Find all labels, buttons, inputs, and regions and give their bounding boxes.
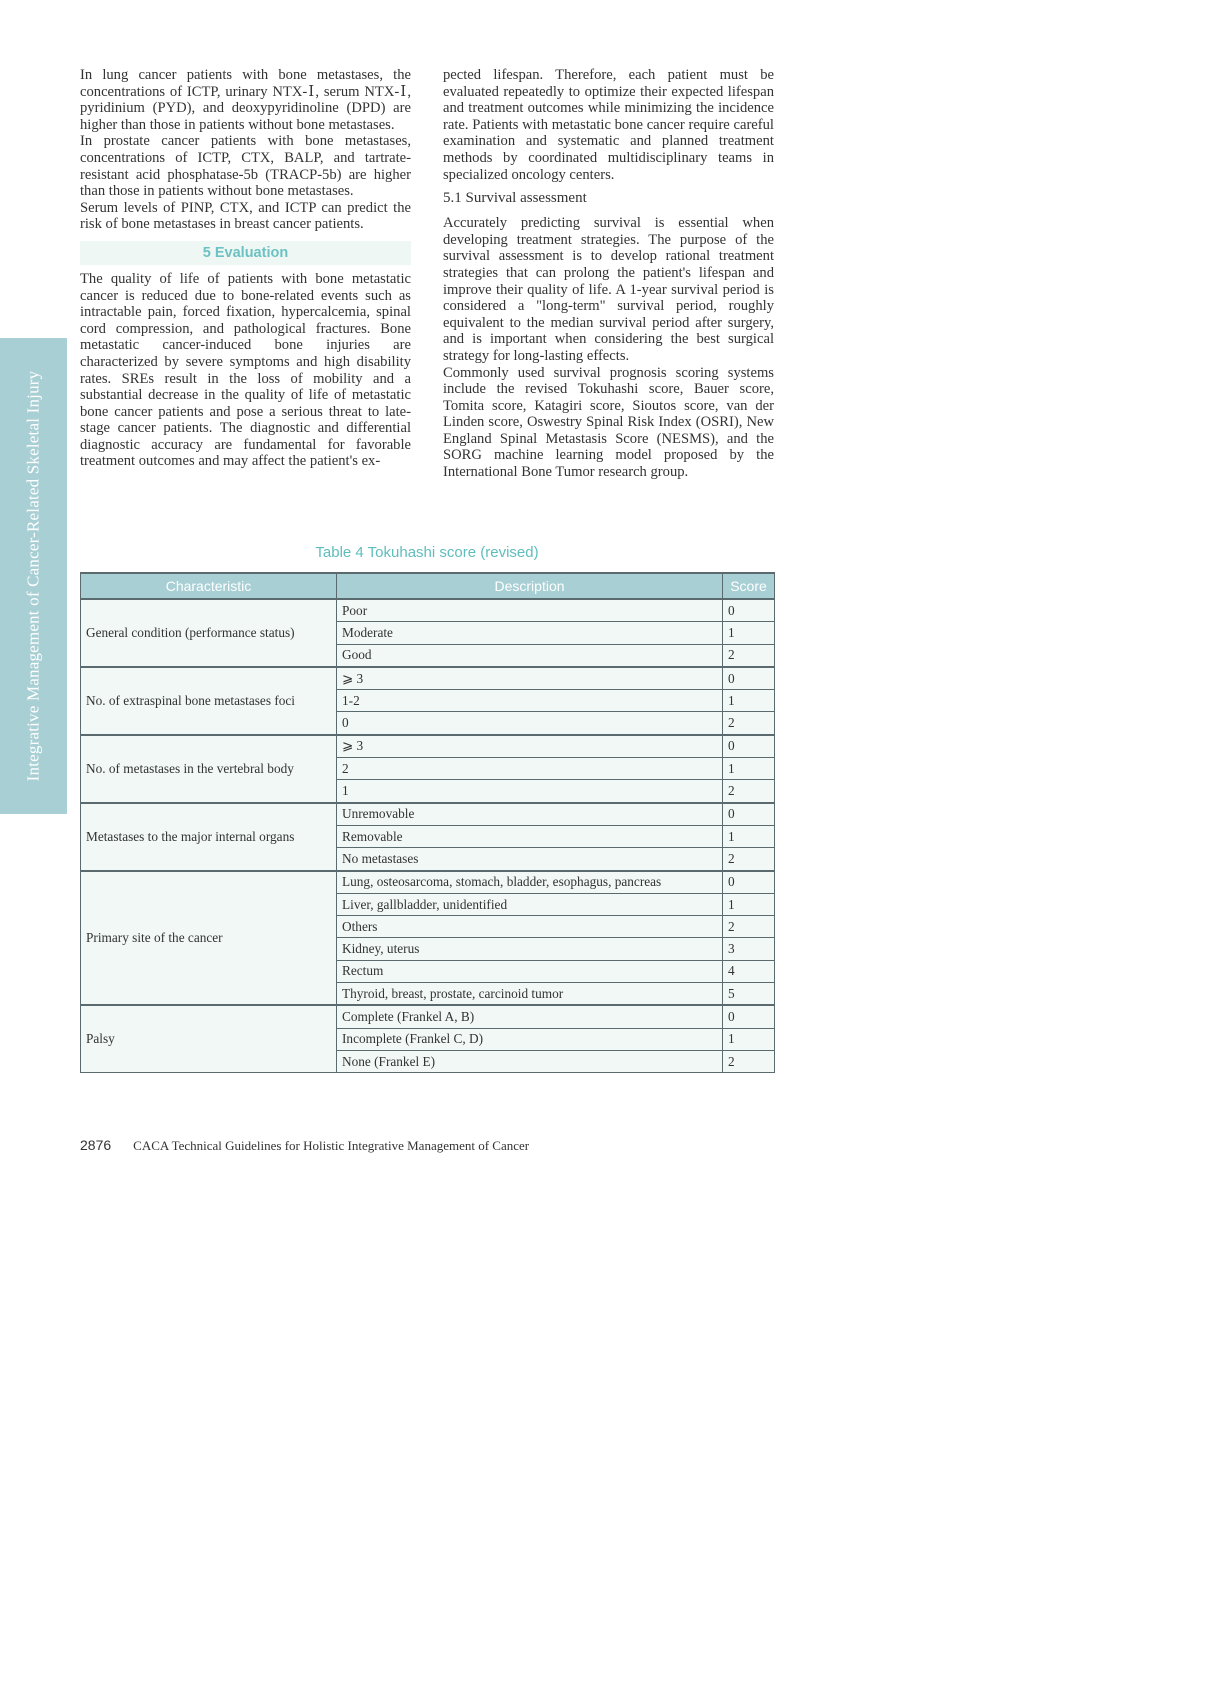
side-running-tab bbox=[0, 338, 67, 814]
score-cell: 2 bbox=[723, 712, 775, 735]
description-cell: Moderate bbox=[337, 622, 723, 644]
description-cell: 1-2 bbox=[337, 690, 723, 712]
description-cell: ⩾ 3 bbox=[337, 667, 723, 690]
score-cell: 2 bbox=[723, 848, 775, 871]
description-cell: No metastases bbox=[337, 848, 723, 871]
score-cell: 2 bbox=[723, 1050, 775, 1072]
score-cell: 1 bbox=[723, 1028, 775, 1050]
header-score: Score bbox=[723, 573, 775, 599]
table-row bbox=[81, 735, 775, 758]
paragraph: Accurately predicting survival is essential when developing treatment strategies. The purpose of the survival assessment is to develop rational treatment strategies that can prolong the patient's lifespan and improve their quality of life. A 1-year survival period is considered a "long-term" survival period, roughly equivalent to the median survival period after surgery, and is important when considering the best surgical strategy for long-lasting effects. bbox=[443, 215, 774, 364]
header-description: Description bbox=[337, 573, 723, 599]
score-cell: 0 bbox=[723, 667, 775, 690]
table-row bbox=[81, 803, 775, 826]
table-row bbox=[81, 871, 775, 894]
characteristic-cell: Metastases to the major internal organs bbox=[81, 803, 337, 871]
page-footer bbox=[80, 1137, 529, 1154]
description-cell: Incomplete (Frankel C, D) bbox=[337, 1028, 723, 1050]
score-cell: 0 bbox=[723, 1005, 775, 1028]
description-cell: Thyroid, breast, prostate, carcinoid tumor bbox=[337, 983, 723, 1006]
score-cell: 1 bbox=[723, 825, 775, 847]
left-column bbox=[80, 67, 411, 470]
description-cell: Lung, osteosarcoma, stomach, bladder, esophagus, pancreas bbox=[337, 871, 723, 894]
score-cell: 1 bbox=[723, 758, 775, 780]
characteristic-cell: Primary site of the cancer bbox=[81, 871, 337, 1006]
description-cell: Poor bbox=[337, 599, 723, 622]
description-cell: Kidney, uterus bbox=[337, 938, 723, 960]
description-cell: ⩾ 3 bbox=[337, 735, 723, 758]
section-heading: 5 Evaluation bbox=[80, 241, 411, 265]
score-cell: 2 bbox=[723, 780, 775, 803]
description-cell: Good bbox=[337, 644, 723, 667]
score-cell: 2 bbox=[723, 916, 775, 938]
description-cell: None (Frankel E) bbox=[337, 1050, 723, 1072]
table-row bbox=[81, 667, 775, 690]
table-row bbox=[81, 1005, 775, 1028]
header-characteristic: Characteristic bbox=[81, 573, 337, 599]
table-header-row bbox=[81, 573, 775, 599]
score-cell: 1 bbox=[723, 622, 775, 644]
paragraph: pected lifespan. Therefore, each patient must be evaluated repeatedly to optimize their expected lifespan and treatment outcomes while minimizing the incidence rate. Patients with metastatic bone cancer require careful examination and systematic and planned treatment methods by coordinated multidisciplinary teams in specialized oncology centers. bbox=[443, 67, 774, 183]
journal-title: CACA Technical Guidelines for Holistic Integrative Management of Cancer bbox=[133, 1138, 530, 1153]
page-number: 2876 bbox=[80, 1137, 112, 1153]
description-cell: 2 bbox=[337, 758, 723, 780]
subsection-heading: 5.1 Survival assessment bbox=[443, 190, 587, 207]
paragraph: Serum levels of PINP, CTX, and ICTP can predict the risk of bone metastases in breast cancer patients. bbox=[80, 199, 411, 233]
score-cell: 0 bbox=[723, 599, 775, 622]
paragraph: The quality of life of patients with bone metastatic cancer is reduced due to bone-related events such as intractable pain, forced fixation, hypercalcemia, spinal cord compression, and pathological fractures. Bone metastatic cancer-induced bone injuries are characterized by severe symptoms and high disability rates. SREs result in the loss of mobility and a substantial decrease in the quality of life of metastatic bone cancer patients and pose a serious threat to late-stage cancer patients. The diagnostic and differential diagnostic accuracy are fundamental for favorable treatment outcomes and may affect the patient's ex- bbox=[80, 270, 411, 470]
table-title: Table 4 Tokuhashi score (revised) bbox=[315, 544, 539, 561]
paragraph: Commonly used survival prognosis scoring systems include the revised Tokuhashi score, Bauer score, Tomita score, Katagiri score, Sioutos score, van der Linden score, Oswestry Spinal Risk Index (OSRI), New England Spinal Metastasis Score (NESMS), and the SORG machine learning model proposed by the International Bone Tumor research group. bbox=[443, 364, 774, 481]
description-cell: Unremovable bbox=[337, 803, 723, 826]
score-cell: 0 bbox=[723, 803, 775, 826]
description-cell: Others bbox=[337, 916, 723, 938]
side-tab-label: Integrative Management of Cancer-Related Skeletal Injury bbox=[23, 370, 43, 782]
characteristic-cell: Palsy bbox=[81, 1005, 337, 1072]
score-cell: 3 bbox=[723, 938, 775, 960]
description-cell: 0 bbox=[337, 712, 723, 735]
description-cell: Liver, gallbladder, unidentified bbox=[337, 893, 723, 915]
tokuhashi-table bbox=[80, 572, 775, 1073]
description-cell: Removable bbox=[337, 825, 723, 847]
characteristic-cell: No. of metastases in the vertebral body bbox=[81, 735, 337, 803]
characteristic-cell: General condition (performance status) bbox=[81, 599, 337, 667]
paragraph: In prostate cancer patients with bone metastases, concentrations of ICTP, CTX, BALP, and tartrate-resistant acid phosphatase-5b (TRACP-5b) are higher than those in patients without bone metastases. bbox=[80, 133, 411, 200]
paragraph: In lung cancer patients with bone metastases, the concentrations of ICTP, urinary NTX-Ⅰ, serum NTX-Ⅰ, pyridinium (PYD), and deoxypyridinoline (DPD) are higher than those in patients without bone metastases. bbox=[80, 67, 411, 133]
score-cell: 1 bbox=[723, 690, 775, 712]
score-cell: 0 bbox=[723, 735, 775, 758]
table-row bbox=[81, 599, 775, 622]
right-column bbox=[443, 67, 774, 481]
score-cell: 2 bbox=[723, 644, 775, 667]
score-cell: 4 bbox=[723, 960, 775, 982]
description-cell: Rectum bbox=[337, 960, 723, 982]
score-cell: 0 bbox=[723, 871, 775, 894]
description-cell: Complete (Frankel A, B) bbox=[337, 1005, 723, 1028]
characteristic-cell: No. of extraspinal bone metastases foci bbox=[81, 667, 337, 735]
score-cell: 5 bbox=[723, 983, 775, 1006]
score-cell: 1 bbox=[723, 893, 775, 915]
description-cell: 1 bbox=[337, 780, 723, 803]
